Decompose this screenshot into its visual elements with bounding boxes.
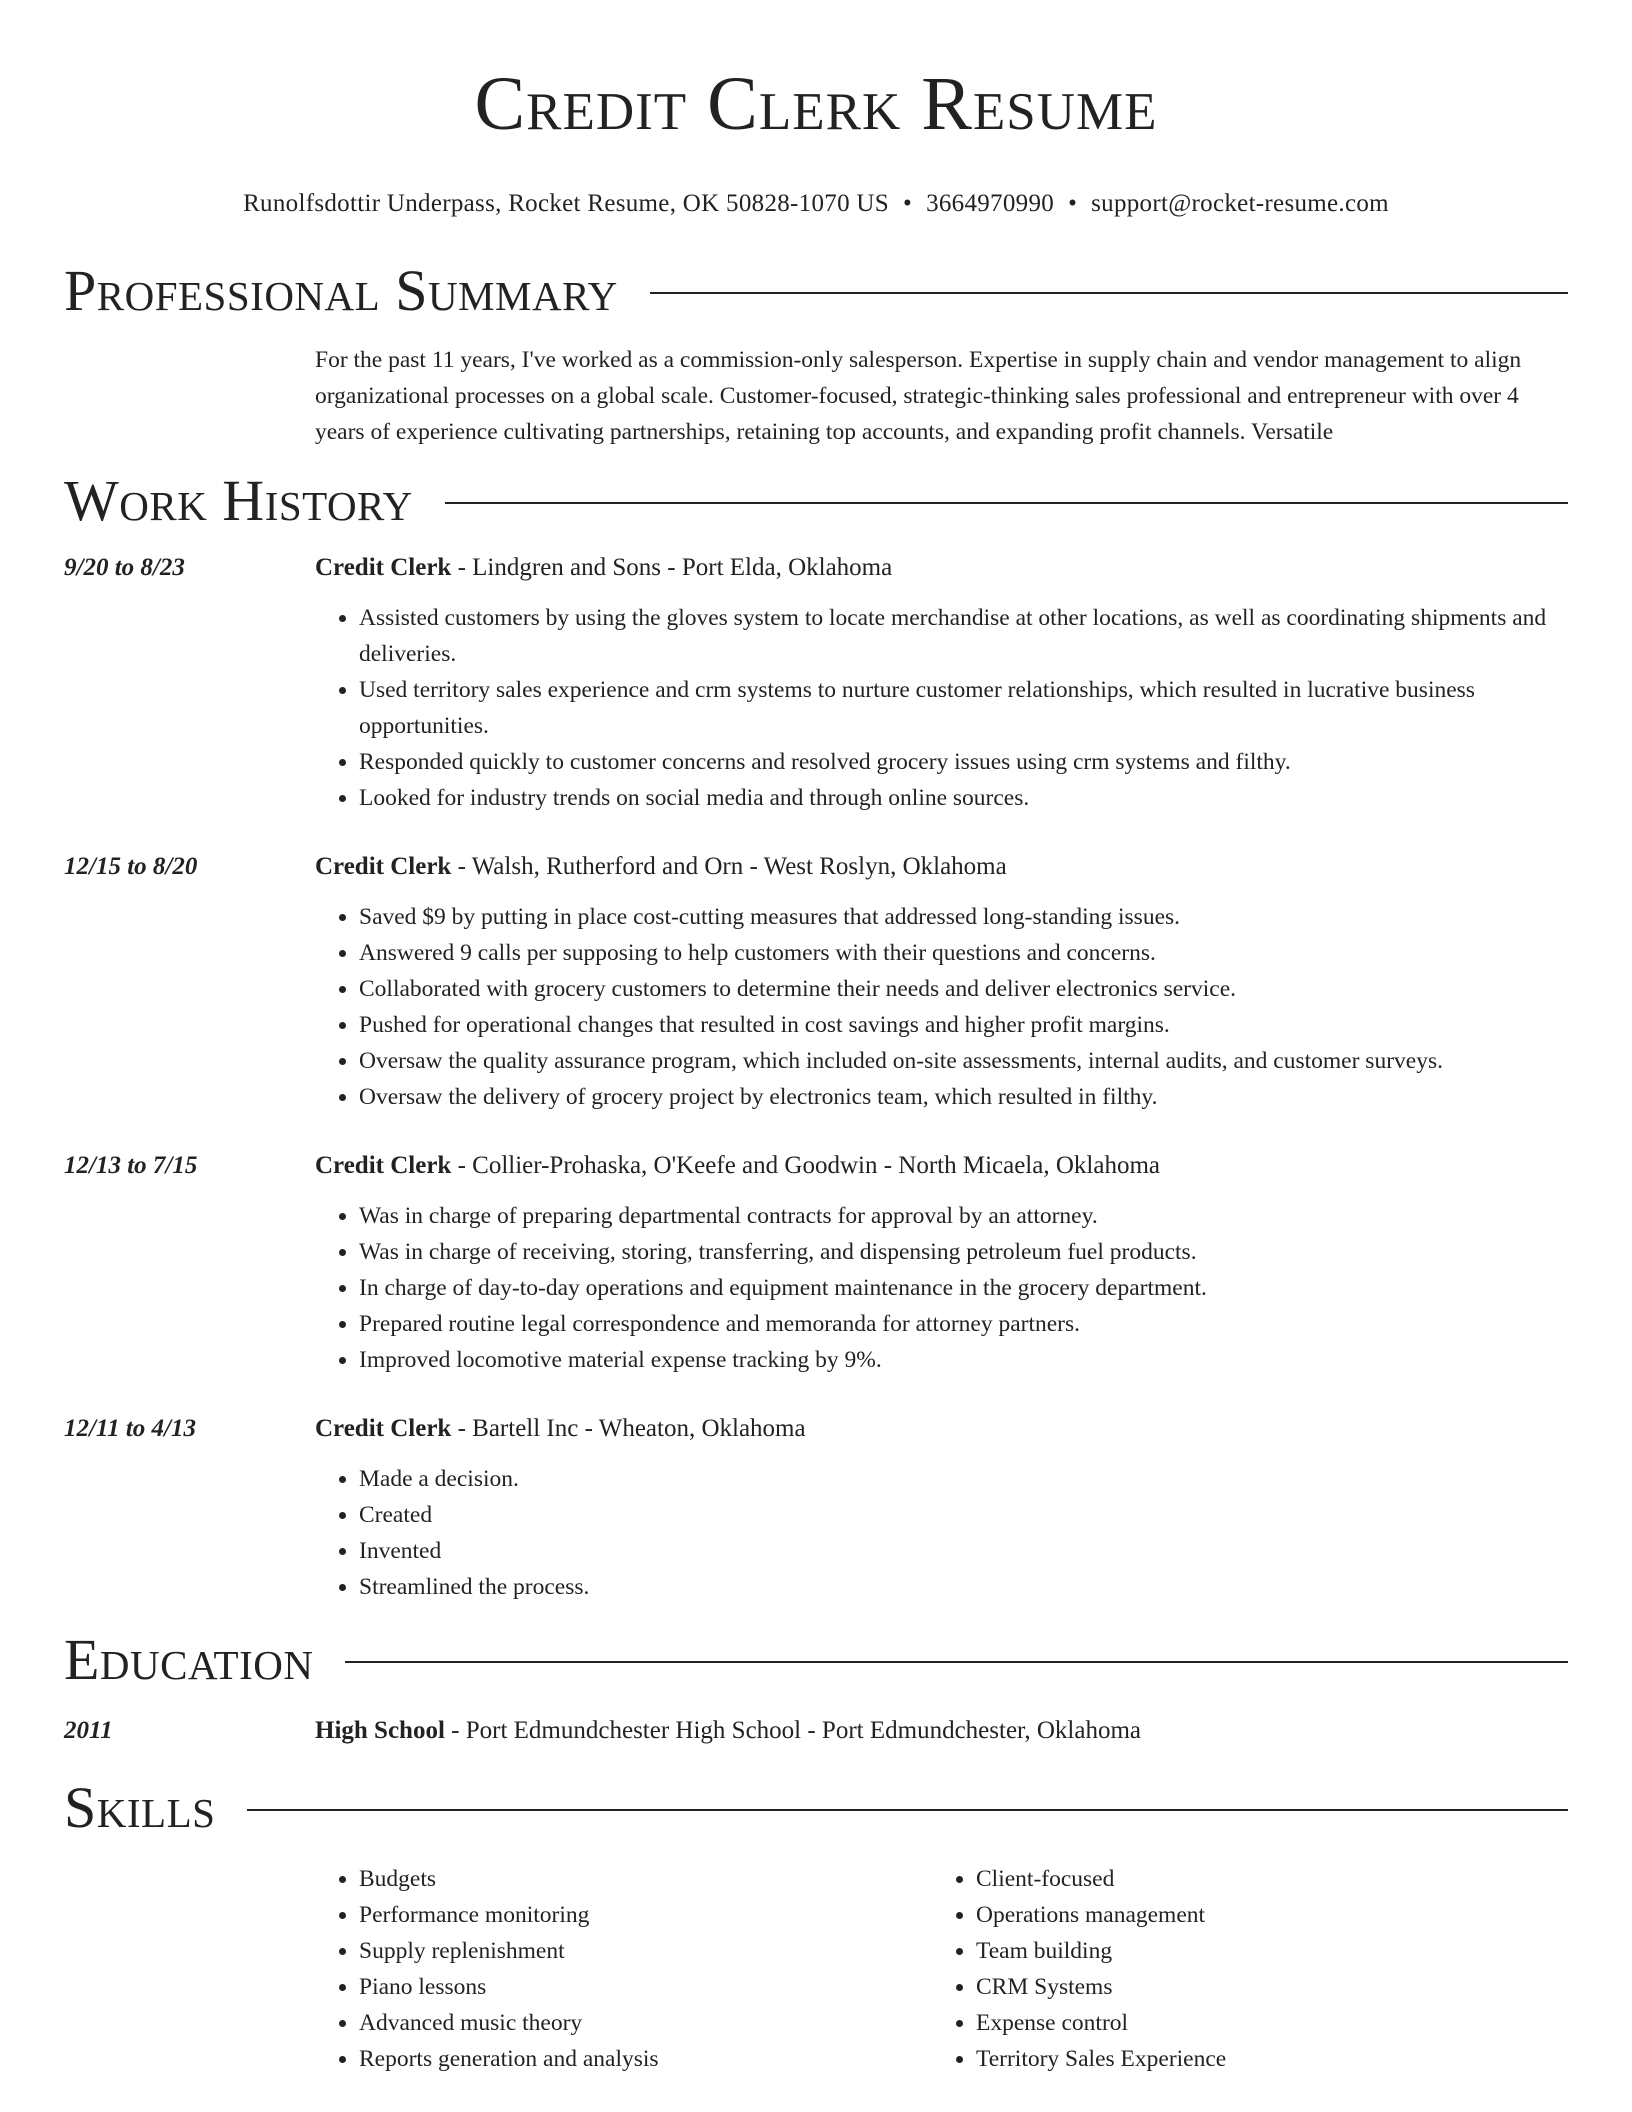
skill-item: • Operations management: [976, 1897, 1226, 1933]
list-item: • In charge of day-to-day operations and equipment maintenance in the grocery department.: [359, 1270, 1568, 1306]
section-header-skills: [64, 1773, 1568, 1843]
job-entry: [64, 1411, 1568, 1605]
skill-item: • Budgets: [359, 1861, 932, 1897]
job-heading: [315, 1411, 1568, 1447]
contact-separator: •: [1068, 190, 1078, 217]
skill-item: • Performance monitoring: [359, 1897, 932, 1933]
contact-separator: •: [903, 190, 913, 217]
skills-list: [315, 1861, 1568, 2077]
list-item: • Assisted customers by using the gloves system to locate merchandise at other locations, as well as coordinating shipments and deliveries.: [359, 600, 1568, 672]
job-details: - Collier-Prohaska, O'Keefe and Goodwin - North Micaela, Oklahoma: [451, 1152, 1160, 1179]
job-bullets: [315, 1461, 1568, 1605]
skill-item: • Territory Sales Experience: [976, 2041, 1226, 2077]
list-item: • Oversaw the quality assurance program, which included on-site assessments, internal audits, and customer surveys.: [359, 1043, 1568, 1079]
job-details: - Bartell Inc - Wheaton, Oklahoma: [451, 1415, 806, 1442]
skill-item: • Client-focused: [976, 1861, 1226, 1897]
section-title-work: Work History: [64, 468, 413, 533]
job-heading: [315, 849, 1568, 885]
list-item: • Responded quickly to customer concerns and resolved grocery issues using crm systems and filthy.: [359, 744, 1568, 780]
list-item: • Was in charge of preparing departmental contracts for approval by an attorney.: [359, 1198, 1568, 1234]
job-bullets: [315, 899, 1568, 1115]
job-dates: 12/15 to 8/20: [64, 853, 198, 880]
section-header-work: [64, 466, 1568, 536]
job-details: - Walsh, Rutherford and Orn - West Roslyn, Oklahoma: [451, 853, 1007, 880]
list-item: • Improved locomotive material expense tracking by 9%.: [359, 1342, 1568, 1378]
list-item: • Was in charge of receiving, storing, transferring, and dispensing petroleum fuel products.: [359, 1234, 1568, 1270]
list-item: • Oversaw the delivery of grocery project by electronics team, which resulted in filthy.: [359, 1079, 1568, 1115]
section-divider: [345, 1661, 1568, 1663]
education-details: - Port Edmundchester High School - Port Edmundchester, Oklahoma: [444, 1717, 1141, 1744]
job-title: Credit Clerk: [315, 853, 452, 880]
job-heading: [315, 1148, 1568, 1184]
job-body: [315, 1411, 1568, 1605]
list-item: • Streamlined the process.: [359, 1569, 1568, 1605]
list-item: • Created: [359, 1497, 1568, 1533]
page-title: Credit Clerk Resume: [474, 62, 1158, 146]
education-entry: [64, 1713, 1568, 1749]
section-header-summary: [64, 256, 1568, 326]
skill-item: • Advanced music theory: [359, 2005, 932, 2041]
list-item: • Pushed for operational changes that resulted in cost savings and higher profit margins.: [359, 1007, 1568, 1043]
education-body: [315, 1713, 1568, 1749]
job-dates: 12/11 to 4/13: [64, 1415, 196, 1442]
job-dates: 9/20 to 8/23: [64, 554, 185, 581]
list-item: • Saved $9 by putting in place cost-cutting measures that addressed long-standing issues.: [359, 899, 1568, 935]
contact-line: [0, 190, 1632, 218]
section-title-education: Education: [64, 1627, 314, 1692]
summary-paragraph: For the past 11 years, I've worked as a commission-only salesperson. Expertise in supply chain and vendor management to align organizational processes on a global scale. Customer-focused, strategic-thinking sales professional and entrepreneur with over 4 years of experience cultivating partnerships, retaining top accounts, and expanding profit channels. Versatile: [315, 347, 1522, 445]
job-title: Credit Clerk: [315, 554, 452, 581]
list-item: • Collaborated with grocery customers to determine their needs and deliver electronics service.: [359, 971, 1568, 1007]
education-degree: High School: [315, 1717, 445, 1744]
list-item: • Invented: [359, 1533, 1568, 1569]
list-item: • Prepared routine legal correspondence and memoranda for attorney partners.: [359, 1306, 1568, 1342]
skill-item: • Team building: [976, 1933, 1226, 1969]
contact-address: Runolfsdottir Underpass, Rocket Resume, OK 50828-1070 US: [243, 190, 889, 217]
job-bullets: [315, 1198, 1568, 1378]
job-title: Credit Clerk: [315, 1415, 452, 1442]
job-title: Credit Clerk: [315, 1152, 452, 1179]
section-title-skills: Skills: [64, 1775, 216, 1840]
skill-item: • Expense control: [976, 2005, 1226, 2041]
job-entry: [64, 550, 1568, 816]
list-item: • Made a decision.: [359, 1461, 1568, 1497]
job-body: [315, 1148, 1568, 1378]
job-entry: [64, 849, 1568, 1115]
job-heading: [315, 550, 1568, 586]
list-item: • Answered 9 calls per supposing to help customers with their questions and concerns.: [359, 935, 1568, 971]
section-title-summary: Professional Summary: [64, 258, 618, 323]
skill-item: • Piano lessons: [359, 1969, 932, 2005]
section-divider: [445, 502, 1568, 504]
list-item: • Used territory sales experience and crm systems to nurture customer relationships, which resulted in lucrative business opportunities.: [359, 672, 1568, 744]
skill-item: • Supply replenishment: [359, 1933, 932, 1969]
section-divider: [247, 1809, 1568, 1811]
section-header-education: [64, 1625, 1568, 1695]
job-body: [315, 550, 1568, 816]
skills-column-right: [932, 1861, 1226, 2077]
job-details: - Lindgren and Sons - Port Elda, Oklahoma: [451, 554, 893, 581]
job-bullets: [315, 600, 1568, 816]
job-entry: [64, 1148, 1568, 1378]
contact-phone: 3664970990: [926, 190, 1055, 217]
education-heading: [315, 1713, 1568, 1749]
education-year: 2011: [64, 1717, 113, 1744]
job-dates: 12/13 to 7/15: [64, 1152, 198, 1179]
skill-item: • Reports generation and analysis: [359, 2041, 932, 2077]
skills-column-left: [315, 1861, 932, 2077]
list-item: • Looked for industry trends on social media and through online sources.: [359, 780, 1568, 816]
contact-email: support@rocket-resume.com: [1091, 190, 1389, 217]
skill-item: • CRM Systems: [976, 1969, 1226, 2005]
job-body: [315, 849, 1568, 1115]
section-divider: [650, 292, 1568, 294]
